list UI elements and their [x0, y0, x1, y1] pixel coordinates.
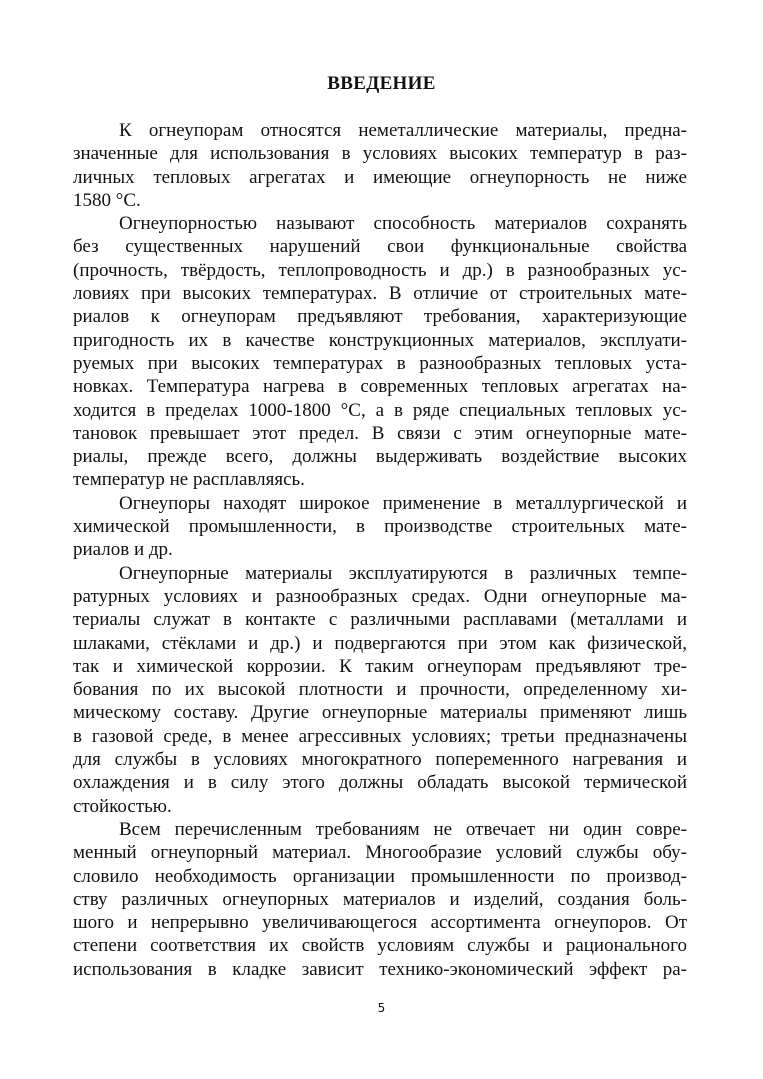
text-line: мическому составу. Другие огнеупорные материалы применяют лишь — [73, 702, 687, 724]
text-line: стойкостью. — [73, 795, 172, 817]
text-line: ходится в пределах 1000-1800 °С, а в ряде специальных тепловых ус- — [73, 399, 687, 421]
paragraph — [73, 212, 687, 492]
text-line: так и химической коррозии. К таким огнеупорам предъявляют тре- — [73, 655, 687, 677]
text-line: охлаждения и в силу этого должны обладать высокой термической — [73, 772, 687, 794]
paragraph — [73, 818, 687, 981]
text-line: температур не расплавляясь. — [73, 469, 305, 491]
paragraph — [73, 119, 687, 212]
text-line: ству различных огнеупорных материалов и изделий, создания боль- — [73, 888, 687, 910]
text-line: Огнеупорные материалы эксплуатируются в различных темпе- — [119, 562, 687, 584]
text-line: К огнеупорам относятся неметаллические материалы, предна- — [119, 120, 687, 141]
text-line: словило необходимость организации промышленности по производ- — [73, 865, 687, 887]
section-heading: ВВЕДЕНИЕ — [327, 73, 436, 94]
text-line: риалов к огнеупорам предъявляют требования, характеризующие — [73, 306, 687, 328]
text-line: бования по их высокой плотности и прочности, определенному хи- — [73, 679, 687, 701]
text-line: Огнеупоры находят широкое применение в металлургической и — [119, 492, 687, 514]
text-line: в газовой среде, в менее агрессивных условиях; третьи предназначены — [73, 725, 687, 747]
text-line: менный огнеупорный материал. Многообразие условий службы обу- — [73, 842, 687, 864]
paragraph — [73, 562, 687, 818]
text-line: Огнеупорностью называют способность материалов сохранять — [119, 213, 687, 235]
paragraph — [73, 492, 687, 562]
text-line: ратурных условиях и разнообразных средах. Одни огнеупорные ма- — [73, 585, 687, 607]
text-line: личных тепловых агрегатах и имеющие огнеупорность не ниже — [73, 166, 687, 188]
text-line: 1580 °С. — [73, 189, 141, 211]
text-line: териалы служат в контакте с различными расплавами (металлами и — [73, 609, 687, 631]
text-line: значенные для использования в условиях высоких температур в раз- — [73, 143, 687, 165]
text-line: без существенных нарушений свои функциональные свойства — [73, 236, 687, 258]
text-line: риалов и др. — [73, 539, 173, 561]
page-number: 5 — [377, 1001, 386, 1015]
text-line: химической промышленности, в производстве строительных мате- — [73, 516, 687, 538]
text-line: тановок превышает этот предел. В связи с этим огнеупорные мате- — [73, 422, 687, 444]
text-line: для службы в условиях многократного попеременного нагревания и — [73, 749, 687, 771]
text-line: степени соответствия их свойств условиям службы и рационального — [73, 935, 687, 957]
text-line: новках. Температура нагрева в современных тепловых агрегатах на- — [73, 376, 687, 398]
text-line: пригодность их в качестве конструкционных материалов, эксплуати- — [73, 329, 687, 351]
text-line: руемых при высоких температурах в разнообразных тепловых уста- — [73, 352, 687, 374]
text-line: Всем перечисленным требованиям не отвечает ни один совре- — [119, 818, 687, 840]
text-line: использования в кладке зависит технико-экономический эффект ра- — [73, 958, 687, 980]
text-line: шлаками, стёклами и др.) и подвергаются при этом как физической, — [73, 632, 687, 654]
text-line: риалы, прежде всего, должны выдерживать воздействие высоких — [73, 446, 687, 468]
text-line: ловиях при высоких температурах. В отличие от строительных мате- — [73, 283, 687, 305]
body-text — [73, 119, 687, 981]
text-line: шого и непрерывно увеличивающегося ассортимента огнеупоров. От — [73, 912, 687, 934]
text-line: (прочность, твёрдость, теплопроводность и др.) в разнообразных ус- — [73, 259, 687, 281]
